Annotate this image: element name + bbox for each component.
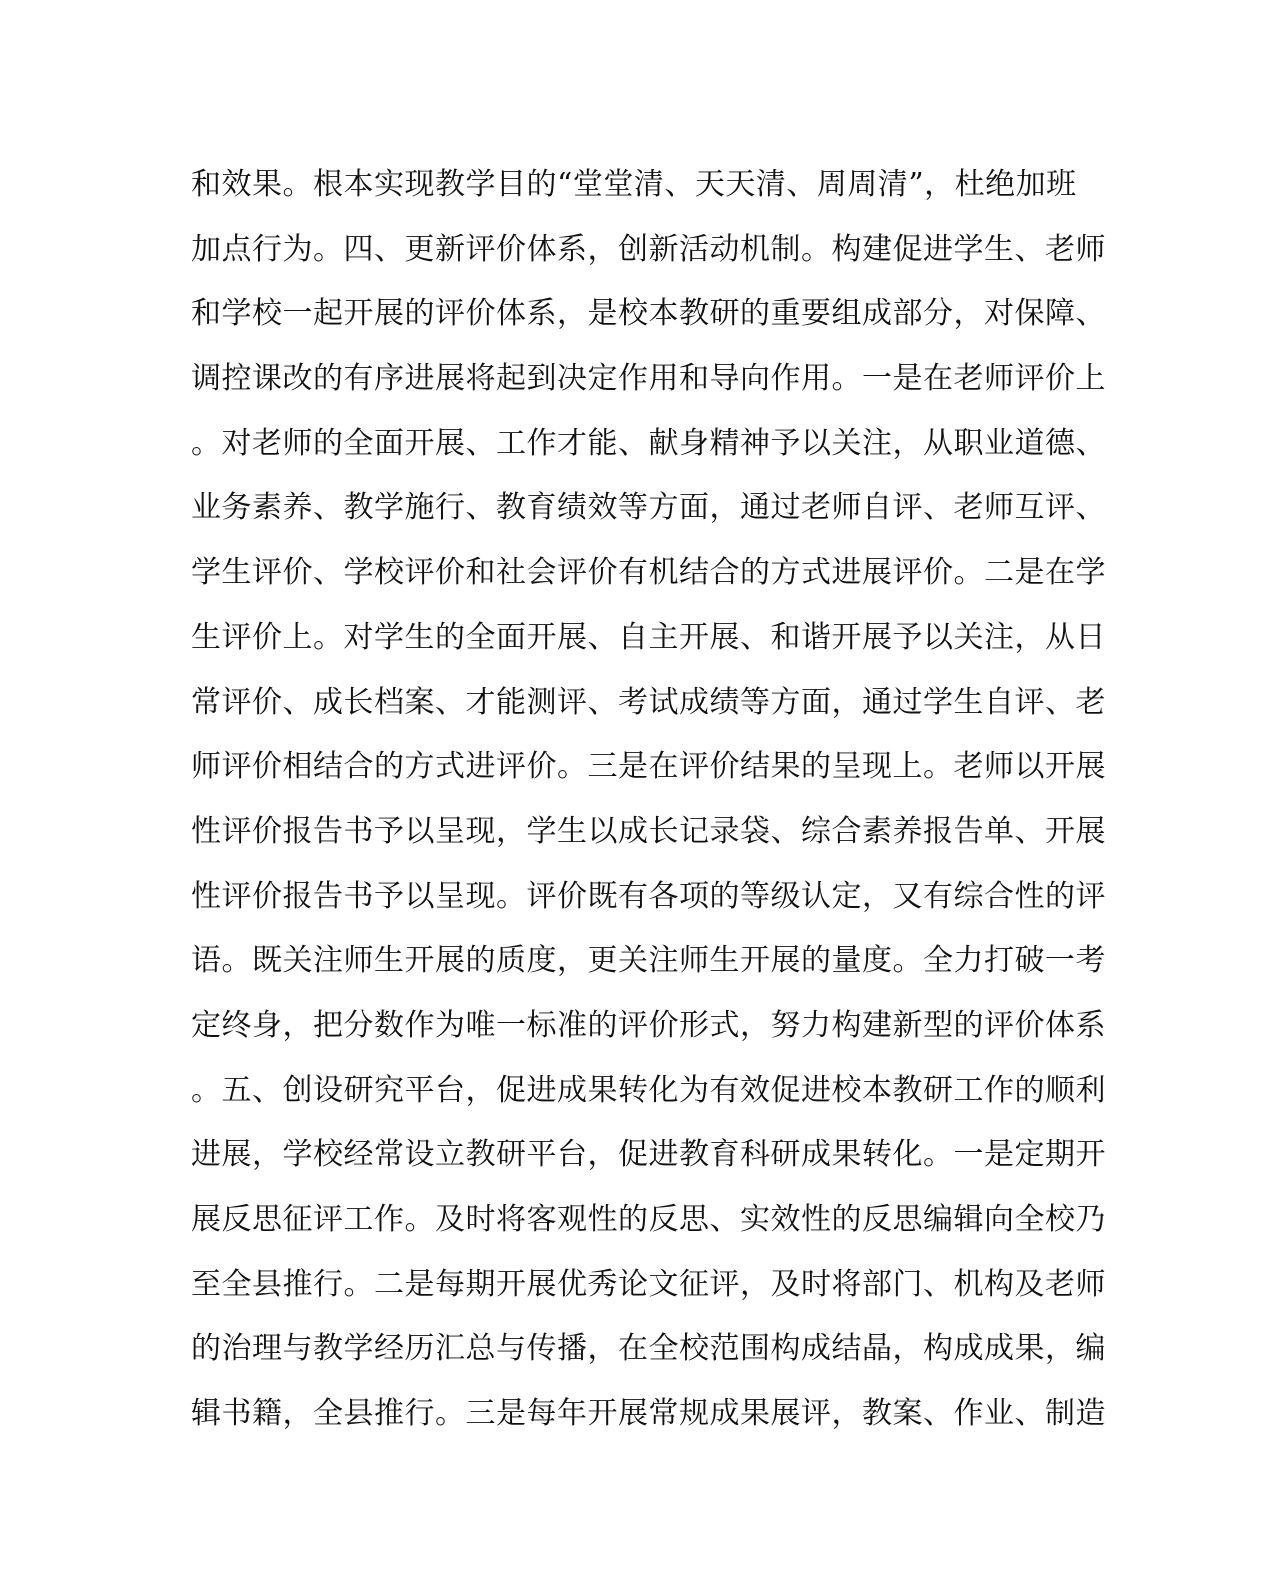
- text-line: 。对老师的全面开展、工作才能、献身精神予以关注，从职业道德、: [191, 425, 1106, 461]
- text-line: 常评价、成长档案、才能测评、考试成绩等方面，通过学生自评、老: [191, 684, 1106, 720]
- text-line: 加点行为。四、更新评价体系，创新活动机制。构建促进学生、老师: [191, 231, 1106, 267]
- body-text: [191, 153, 1106, 1447]
- text-line: 展反思征评工作。及时将客观性的反思、实效性的反思编辑向全校乃: [191, 1202, 1106, 1237]
- text-line: 。五、创设研究平台，促进成果转化为有效促进校本教研工作的顺利: [191, 1072, 1106, 1108]
- text-line: 的治理与教学经历汇总与传播，在全校范围构成结晶，构成成果，编: [191, 1331, 1106, 1367]
- text-line: 和学校一起开展的评价体系，是校本教研的重要组成部分，对保障、: [191, 296, 1106, 332]
- text-line: 至全县推行。二是每期开展优秀论文征评，及时将部门、机构及老师: [191, 1266, 1106, 1302]
- text-line: 进展，学校经常设立教研平台，促进教育科研成果转化。一是定期开: [191, 1137, 1106, 1173]
- text-line: 语。既关注师生开展的质度，更关注师生开展的量度。全力打破一考: [191, 943, 1106, 979]
- text-line: 性评价报告书予以呈现。评价既有各项的等级认定，又有综合性的评: [191, 878, 1106, 914]
- text-line: 定终身，把分数作为唯一标准的评价形式，努力构建新型的评价体系: [191, 1007, 1106, 1043]
- text-line: 学生评价、学校评价和社会评价有机结合的方式进展评价。二是在学: [191, 555, 1106, 591]
- text-line: 性评价报告书予以呈现，学生以成长记录袋、综合素养报告单、开展: [191, 813, 1106, 849]
- text-line: 和效果。根本实现教学目的“堂堂清、天天清、周周清”，杜绝加班: [191, 167, 1077, 202]
- text-line: 业务素养、教学施行、教育绩效等方面，通过老师自评、老师互评、: [191, 490, 1106, 526]
- text-line: 师评价相结合的方式进评价。三是在评价结果的呈现上。老师以开展: [191, 749, 1106, 785]
- text-line: 生评价上。对学生的全面开展、自主开展、和谐开展予以关注，从日: [191, 619, 1106, 655]
- text-line: 辑书籍，全县推行。三是每年开展常规成果展评，教案、作业、制造: [191, 1396, 1106, 1432]
- text-line: 调控课改的有序进展将起到决定作用和导向作用。一是在老师评价上: [191, 361, 1106, 397]
